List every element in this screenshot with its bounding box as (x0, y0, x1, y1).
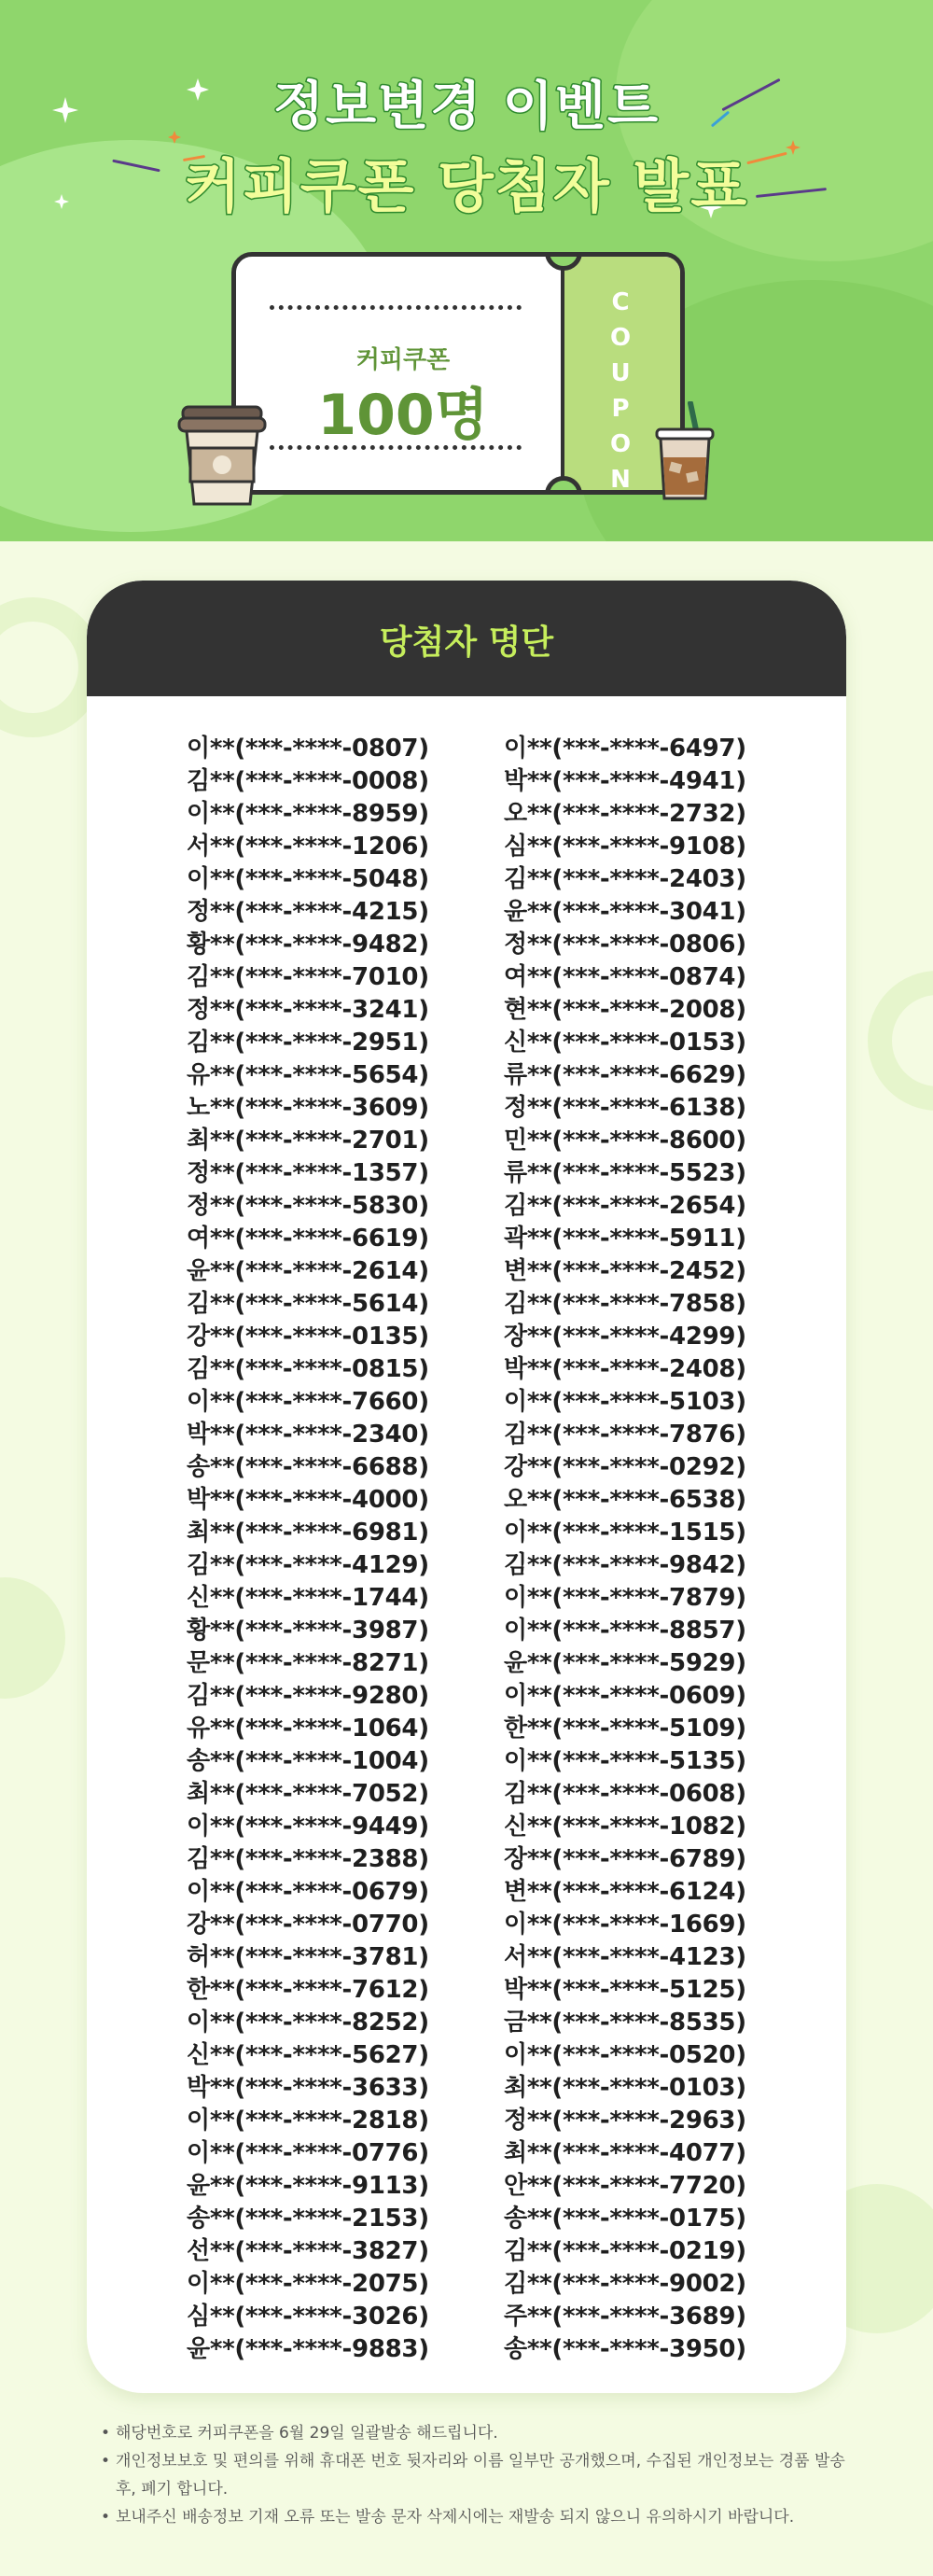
winner-entry: 류**(***-****-6629) (504, 1061, 746, 1089)
winner-entry: 최**(***-****-7052) (187, 1780, 429, 1808)
winner-entry: 김**(***-****-9280) (187, 1682, 429, 1710)
hero-banner (0, 0, 933, 541)
winner-entry: 김**(***-****-2388) (187, 1845, 429, 1873)
winner-entry: 문**(***-****-8271) (187, 1649, 429, 1677)
winner-entry: 김**(***-****-7010) (187, 963, 429, 991)
winner-entry: 최**(***-****-4077) (504, 2139, 746, 2167)
winner-entry: 장**(***-****-6789) (504, 1845, 746, 1873)
iced-coffee-icon (653, 401, 717, 502)
winner-entry: 이**(***-****-8252) (187, 2009, 429, 2037)
winner-entry: 김**(***-****-2654) (504, 1192, 746, 1220)
winner-entry: 심**(***-****-9108) (504, 833, 746, 861)
winner-entry: 박**(***-****-4000) (187, 1486, 429, 1514)
winner-entry: 류**(***-****-5523) (504, 1159, 746, 1187)
notice-item: • 보내주신 배송정보 기재 오류 또는 발송 문자 삭제시에는 재발송 되지 않으니 유의하시기 바랍니다. (101, 2503, 866, 2531)
winner-entry: 현**(***-****-2008) (504, 996, 746, 1024)
winner-entry: 송**(***-****-1004) (187, 1747, 429, 1775)
winner-entry: 오**(***-****-2732) (504, 800, 746, 828)
winner-entry: 윤**(***-****-9113) (187, 2172, 429, 2200)
winner-entry: 민**(***-****-8600) (504, 1127, 746, 1155)
winner-entry: 김**(***-****-9002) (504, 2270, 746, 2298)
winner-entry: 김**(***-****-2951) (187, 1029, 429, 1057)
winner-entry: 서**(***-****-1206) (187, 833, 429, 861)
winner-entry: 장**(***-****-4299) (504, 1323, 746, 1351)
winner-entry: 이**(***-****-0609) (504, 1682, 746, 1710)
winner-entry: 정**(***-****-3241) (187, 996, 429, 1024)
winner-entry: 한**(***-****-7612) (187, 1976, 429, 2004)
winner-entry: 정**(***-****-1357) (187, 1159, 429, 1187)
card-header (87, 581, 846, 696)
winner-column-left (187, 733, 466, 2366)
winner-entry: 오**(***-****-6538) (504, 1486, 746, 1514)
winner-column-right (504, 733, 784, 2366)
coupon-stub-text: C O U P O N (609, 288, 632, 494)
winner-entry: 안**(***-****-7720) (504, 2172, 746, 2200)
winner-entry: 이**(***-****-0807) (187, 735, 429, 763)
winner-entry: 김**(***-****-5614) (187, 1290, 429, 1318)
winner-entry: 이**(***-****-9449) (187, 1813, 429, 1841)
winner-entry: 심**(***-****-3026) (187, 2303, 429, 2331)
winner-entry: 김**(***-****-7858) (504, 1290, 746, 1318)
winner-entry: 이**(***-****-1515) (504, 1519, 746, 1547)
winner-entry: 이**(***-****-5103) (504, 1388, 746, 1416)
winner-entry: 이**(***-****-0520) (504, 2041, 746, 2069)
winner-entry: 최**(***-****-0103) (504, 2074, 746, 2102)
winner-entry: 강**(***-****-0135) (187, 1323, 429, 1351)
winner-entry: 여**(***-****-6619) (187, 1225, 429, 1253)
dotted-divider (270, 305, 522, 310)
winner-entry: 윤**(***-****-2614) (187, 1257, 429, 1285)
winner-entry: 정**(***-****-6138) (504, 1094, 746, 1122)
winner-entry: 김**(***-****-0008) (187, 767, 429, 795)
winner-entry: 이**(***-****-8959) (187, 800, 429, 828)
winner-entry: 한**(***-****-5109) (504, 1715, 746, 1743)
winner-entry: 김**(***-****-9842) (504, 1551, 746, 1579)
winner-entry: 최**(***-****-6981) (187, 1519, 429, 1547)
winner-entry: 이**(***-****-0679) (187, 1878, 429, 1906)
notice-item: • 개인정보보호 및 편의를 위해 휴대폰 번호 뒷자리와 이름 일부만 공개했으며, 수집된 개인정보는 경품 발송 후, 폐기 합니다. (101, 2447, 866, 2503)
winner-entry: 박**(***-****-4941) (504, 767, 746, 795)
winner-entry: 이**(***-****-2818) (187, 2107, 429, 2135)
page-title: 정보변경 이벤트 (272, 77, 661, 137)
winner-entry: 이**(***-****-2075) (187, 2270, 429, 2298)
winner-entry: 여**(***-****-0874) (504, 963, 746, 991)
winner-entry: 유**(***-****-1064) (187, 1715, 429, 1743)
winner-entry: 송**(***-****-3950) (504, 2335, 746, 2363)
winner-entry: 이**(***-****-8857) (504, 1617, 746, 1645)
winner-entry: 이**(***-****-6497) (504, 735, 746, 763)
winner-entry: 이**(***-****-5048) (187, 865, 429, 893)
winner-entry: 정**(***-****-2963) (504, 2107, 746, 2135)
winner-entry: 노**(***-****-3609) (187, 1094, 429, 1122)
winner-entry: 김**(***-****-0219) (504, 2237, 746, 2265)
winner-entry: 이**(***-****-0776) (187, 2139, 429, 2167)
coffee-cup-icon (177, 399, 267, 510)
winner-entry: 이**(***-****-7660) (187, 1388, 429, 1416)
winner-entry: 박**(***-****-2408) (504, 1355, 746, 1383)
winner-entry: 송**(***-****-2153) (187, 2205, 429, 2233)
winner-entry: 윤**(***-****-3041) (504, 898, 746, 926)
winner-entry: 금**(***-****-8535) (504, 2009, 746, 2037)
winner-entry: 변**(***-****-6124) (504, 1878, 746, 1906)
winner-entry: 신**(***-****-1082) (504, 1813, 746, 1841)
notice-list (101, 2419, 866, 2531)
winner-entry: 황**(***-****-3987) (187, 1617, 429, 1645)
winner-entry: 김**(***-****-4129) (187, 1551, 429, 1579)
coupon-label: 커피쿠폰 (355, 346, 451, 374)
winner-entry: 김**(***-****-2403) (504, 865, 746, 893)
background-ring (868, 971, 933, 1111)
winner-entry: 변**(***-****-2452) (504, 1257, 746, 1285)
winner-entry: 최**(***-****-2701) (187, 1127, 429, 1155)
winner-entry: 강**(***-****-0770) (187, 1911, 429, 1939)
winner-entry: 이**(***-****-5135) (504, 1747, 746, 1775)
winner-entry: 선**(***-****-3827) (187, 2237, 429, 2265)
winner-entry: 신**(***-****-5627) (187, 2041, 429, 2069)
winner-entry: 정**(***-****-0806) (504, 931, 746, 959)
winner-entry: 송**(***-****-0175) (504, 2205, 746, 2233)
winner-entry: 황**(***-****-9482) (187, 931, 429, 959)
winner-entry: 주**(***-****-3689) (504, 2303, 746, 2331)
winner-entry: 신**(***-****-0153) (504, 1029, 746, 1057)
winner-entry: 허**(***-****-3781) (187, 1943, 429, 1971)
background-blob (0, 1577, 65, 1699)
winner-entry: 강**(***-****-0292) (504, 1453, 746, 1481)
page-subtitle: 커피쿠폰 당첨자 발표 (184, 152, 749, 220)
notice-item: • 해당번호로 커피쿠폰을 6월 29일 일괄발송 해드립니다. (101, 2419, 866, 2447)
winner-entry: 유**(***-****-5654) (187, 1061, 429, 1089)
winner-entry: 곽**(***-****-5911) (504, 1225, 746, 1253)
card-title: 당첨자 명단 (379, 623, 554, 662)
winner-entry: 이**(***-****-1669) (504, 1911, 746, 1939)
winner-entry: 김**(***-****-7876) (504, 1421, 746, 1449)
winner-entry: 신**(***-****-1744) (187, 1584, 429, 1612)
winner-entry: 정**(***-****-5830) (187, 1192, 429, 1220)
winner-entry: 박**(***-****-3633) (187, 2074, 429, 2102)
winner-entry: 정**(***-****-4215) (187, 898, 429, 926)
winner-entry: 김**(***-****-0608) (504, 1780, 746, 1808)
winner-entry: 김**(***-****-0815) (187, 1355, 429, 1383)
winner-entry: 이**(***-****-7879) (504, 1584, 746, 1612)
coupon-count: 100명 (317, 383, 489, 448)
winner-entry: 윤**(***-****-5929) (504, 1649, 746, 1677)
winner-entry: 박**(***-****-5125) (504, 1976, 746, 2004)
winner-entry: 박**(***-****-2340) (187, 1421, 429, 1449)
winner-entry: 서**(***-****-4123) (504, 1943, 746, 1971)
winner-entry: 송**(***-****-6688) (187, 1453, 429, 1481)
winner-entry: 윤**(***-****-9883) (187, 2335, 429, 2363)
coupon-ticket (231, 252, 685, 495)
